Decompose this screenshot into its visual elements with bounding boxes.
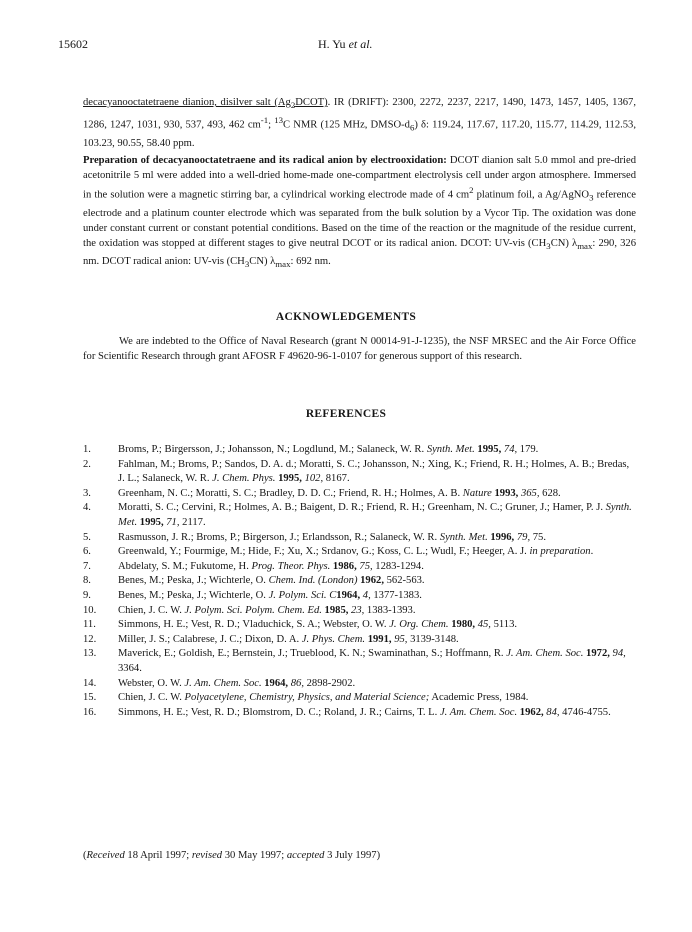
reference-item	[0, 647, 692, 676]
acknowledgements-text: We are indebted to the Office of Naval Research (grant N 00014-91-J-1235), the NSF MRSEC and the Air Force Office for Scientific Research through grant AFOSR F 49620-96-1-0107 for generous support of this research.	[83, 336, 636, 362]
running-author: H. Yu	[318, 37, 346, 51]
reference-list	[0, 443, 692, 720]
reference-number: 13.	[83, 648, 97, 660]
running-head	[58, 37, 636, 53]
reference-authors: Abdelaty, S. M.; Fukutome, H.	[118, 560, 252, 572]
reference-number: 4.	[83, 502, 91, 514]
reference-authors: Moratti, S. C.; Cervini, R.; Holmes, A. B.; Baigent, D. R.; Friend, R. H.; Greenham, N. C.; Gruner, J.; Hamer, P. J.	[118, 502, 606, 514]
reference-pages: Academic Press, 1984.	[429, 692, 529, 704]
reference-volume: 74,	[501, 444, 518, 455]
reference-year: 1991,	[365, 633, 392, 645]
reference-number: 11.	[83, 619, 96, 631]
reference-year: 1962,	[357, 575, 384, 587]
reference-authors: Miller, J. S.; Calabrese, J. C.; Dixon, D. A.	[118, 633, 302, 645]
reference-item	[0, 443, 692, 458]
reference-pages: 1383-1393.	[364, 604, 416, 616]
reference-authors: Benes, M.; Peska, J.; Wichterle, O.	[118, 575, 269, 587]
reference-year: 1995,	[474, 444, 502, 455]
reference-number: 16.	[83, 706, 97, 718]
reference-pages: 1283-1294.	[372, 560, 424, 572]
reference-journal: J. Am. Chem. Soc.	[184, 677, 262, 689]
reference-volume: 84,	[543, 706, 560, 718]
ir-data: . IR (DRIFT): 2300, 2272, 2237, 2217, 1490, 1473, 1457, 1405, 1367, 1286, 1247, 1031, 930, 537, 493, 462 cm	[83, 97, 636, 131]
reference-item	[0, 618, 692, 633]
reference-authors: Greenham, N. C.; Moratti, S. C.; Bradley, D. D. C.; Friend, R. H.; Holmes, A. B.	[118, 487, 463, 499]
reference-pages: .	[590, 546, 594, 558]
reference-pages: 2117.	[179, 516, 206, 528]
reference-number: 12.	[83, 633, 97, 645]
reference-pages: 8167.	[323, 473, 350, 485]
reference-authors: Chien, J. C. W.	[118, 604, 185, 616]
reference-year: 1985,	[321, 604, 349, 616]
running-title	[318, 37, 373, 52]
reference-journal: Synth. Met.	[118, 502, 632, 528]
reference-authors: Benes, M.; Peska, J.; Wichterle, O.	[118, 589, 269, 601]
reference-item	[0, 691, 692, 706]
reference-item	[0, 501, 692, 530]
reference-authors: Webster, O. W.	[118, 677, 185, 689]
page-number: 15602	[58, 37, 88, 51]
reference-pages: 2898-2902.	[303, 677, 356, 689]
reference-journal: J. Org. Chem.	[389, 619, 449, 631]
reference-pages: 1377-1383.	[370, 589, 422, 601]
reference-authors: Chien, J. C. W.	[118, 692, 185, 704]
reference-journal: Prog. Theor. Phys.	[251, 560, 331, 572]
reference-journal: Nature	[462, 487, 492, 499]
reference-number: 14.	[83, 677, 97, 689]
reference-item	[0, 545, 692, 560]
reference-year: 1964,	[261, 677, 289, 689]
reference-journal: J. Polym. Sci. C	[268, 589, 337, 601]
reference-journal: Synth. Met.	[426, 444, 475, 455]
reference-number: 1.	[83, 444, 91, 455]
reference-authors: Fahlman, M.; Broms, P.; Sandos, D. A. d.; Moratti, S. C.; Johansson, N.; Xing, K.; Friend, R. H.; Holmes, A. B.; Bredas, J. L.; Salaneck, W. R.	[118, 458, 630, 485]
reference-volume: 75,	[356, 560, 373, 572]
reference-authors: Broms, P.; Birgersson, J.; Johansson, N.; Logdlund, M.; Salaneck, W. R.	[118, 444, 427, 455]
reference-journal: J. Chem. Phys.	[212, 473, 276, 485]
reference-authors: Simmons, H. E.; Vest, R. D.; Vladuchick, S. A.; Webster, O. W.	[118, 619, 390, 631]
reference-year: 1996,	[487, 531, 515, 543]
references-heading: REFERENCES	[305, 408, 387, 420]
reference-journal: Synth. Met.	[439, 531, 488, 543]
reference-pages: 628.	[539, 487, 561, 499]
reference-item	[0, 677, 692, 692]
preparation-paragraph: Preparation of decacyanooctatetraene and its radical anion by electrooxidation: DCOT dianion salt 5.0 mmol and pre-dried acetonitrile 5 ml were added into a well-dried home-made one-compartment electrolysis cell under argon atmosphere. Immersed in the solution were a magnetic stirring bar, a cylindrical working electrode made of 4 $cm^2$ platinum foil, a Ag/AgNO$_3$ reference electrode and a platinum counter electrode which was separated from the bulk solution by a Vycor Tip. The oxidation was done under constant current or constant potential conditions. Based on the time of the reaction or the magnitude of the residue current, the oxidation was stopped at different stages to give neutral DCOT or its radical anion. DCOT: UV-vis $(CH_3CN)$ $\lambda_{max}$: 290, 326 nm. DCOT radical anion: UV-vis $(CH_3CN)$ $\lambda_{max}$: 692 nm.	[83, 155, 636, 269]
reference-number: 7.	[83, 560, 91, 572]
reference-number: 8.	[83, 575, 91, 587]
reference-journal: J. Am. Chem. Soc.	[439, 706, 518, 718]
reference-year: 1962,	[517, 706, 544, 718]
reference-volume: 45,	[475, 619, 491, 631]
reference-journal: J. Am. Chem. Soc.	[506, 648, 584, 660]
reference-year: 1995,	[275, 473, 302, 485]
reference-number: 6.	[83, 546, 91, 558]
reference-number: 10.	[83, 604, 97, 616]
reference-pages: 4746-4755.	[559, 706, 611, 718]
running-etal: et al.	[348, 37, 373, 51]
reference-item	[0, 706, 692, 721]
reference-journal: J. Polym. Sci. Polym. Chem. Ed.	[184, 604, 322, 616]
reference-item	[0, 589, 692, 604]
reference-number: 15.	[83, 692, 97, 704]
compound-name: decacyanooctatetraene dianion, disilver salt $(Ag_2DCOT)$	[83, 97, 328, 111]
reference-volume: 94,	[609, 648, 626, 660]
reference-item	[0, 574, 692, 589]
reference-authors: Maverick, E.; Goldish, E.; Bernstein, J.; Trueblood, K. N.; Swaminathan, S.; Hoffmann, R.	[118, 648, 507, 660]
reference-year: 1986,	[330, 560, 357, 572]
reference-year: 1995,	[137, 516, 164, 528]
reference-volume: 71,	[163, 516, 180, 528]
reference-volume: 95,	[391, 633, 408, 645]
preparation-title: Preparation of decacyanooctatetraene and its radical anion by electrooxidation:	[83, 155, 447, 166]
reference-journal: Chem. Ind. (London)	[268, 575, 358, 587]
reference-pages: 3139-3148.	[407, 633, 459, 645]
reference-volume: 102,	[301, 473, 324, 485]
nmr-shifts: ) δ: 119.24, 117.67, 117.20, 115.77, 114.29, 112.53, 103.23, 90.55, 58.40 ppm.	[83, 119, 637, 149]
reference-item	[0, 487, 692, 502]
reference-item	[0, 531, 692, 546]
reference-journal: in preparation	[529, 546, 591, 558]
reference-pages: 5113.	[490, 619, 518, 631]
reference-volume: 4,	[360, 589, 371, 601]
characterization-paragraph: decacyanooctatetraene dianion, disilver salt $(Ag_2DCOT)$. IR (DRIFT): 2300, 2272, 2237, 2217, 1490, 1473, 1457, 1405, 1367, 1286, 1247, 1031, 930, 537, 493, 462 $cm^{-1}$; $^{13}$C NMR (125 MHz, DMSO-$d_6$) δ: 119.24, 117.67, 117.20, 115.77, 114.29, 112.53, 103.23, 90.55, 58.40 ppm.	[83, 97, 637, 149]
reference-pages: 75.	[530, 531, 546, 543]
reference-authors: Greenwald, Y.; Fourmige, M.; Hide, F.; Xu, X.; Srdanov, G.; Koss, C. L.; Wudl, F.; Heeger, A. J.	[118, 546, 530, 558]
reference-item	[0, 560, 692, 575]
reference-year: 1993,	[491, 487, 519, 499]
reference-year: 1980,	[448, 619, 476, 631]
reference-number: 5.	[83, 531, 91, 543]
reference-volume: 79,	[514, 531, 531, 543]
reference-item	[0, 633, 692, 648]
reference-volume: 86,	[288, 677, 304, 689]
reference-volume: 365,	[518, 487, 540, 499]
reference-journal: J. Phys. Chem.	[301, 633, 366, 645]
reference-number: 3.	[83, 487, 91, 499]
received-line: (Received 18 April 1997; revised 30 May 1997; accepted 3 July 1997)	[83, 850, 381, 861]
reference-number: 9.	[83, 589, 91, 601]
reference-volume: 23,	[348, 604, 365, 616]
acknowledgements-heading: ACKNOWLEDGEMENTS	[275, 311, 417, 323]
reference-pages: 3364.	[118, 662, 142, 674]
reference-item	[0, 458, 692, 487]
reference-pages: 562-563.	[383, 575, 425, 587]
reference-year: 1972,	[583, 648, 610, 660]
reference-authors: Simmons, H. E.; Vest, R. D.; Blomstrom, D. C.; Roland, J. R.; Cairns, T. L.	[118, 706, 440, 718]
reference-pages: 179.	[517, 444, 539, 455]
reference-year: 1964,	[336, 589, 361, 601]
nmr-data: C NMR (125 MHz, DMSO-d	[283, 119, 410, 131]
reference-authors: Rasmusson, J. R.; Broms, P.; Birgerson, J.; Erlandsson, R.; Salaneck, W. R.	[118, 531, 440, 543]
reference-number: 2.	[83, 458, 91, 470]
reference-item	[0, 604, 692, 619]
reference-journal: Polyacetylene, Chemistry, Physics, and Material Science;	[184, 692, 430, 704]
